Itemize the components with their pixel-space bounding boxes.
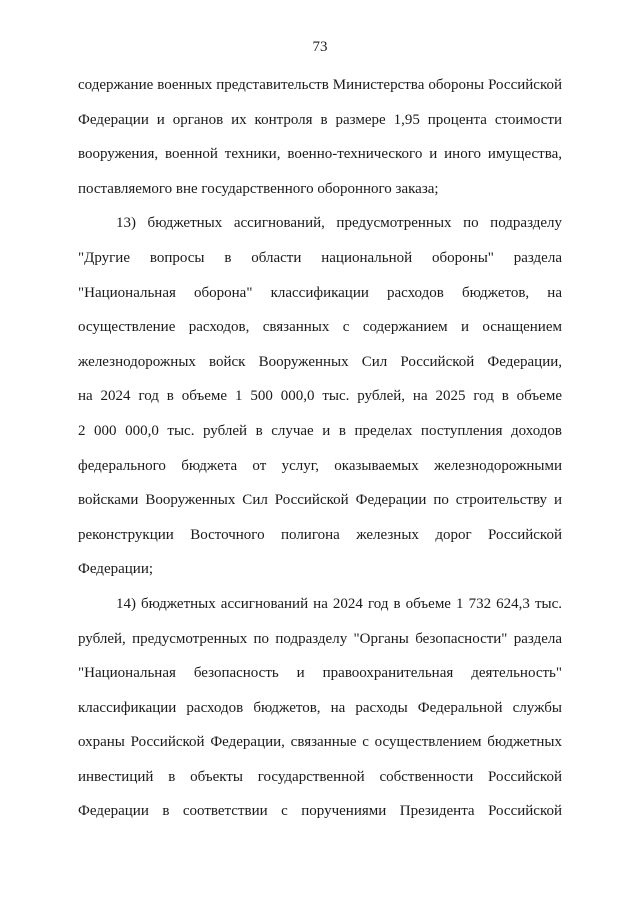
body-text [78,68,562,829]
page-number: 73 [312,39,328,55]
text-line: федерального бюджета от услуг, оказываемых железнодорожными [78,457,562,474]
text-line: охраны Российской Федерации, связанные с осуществлением бюджетных [78,734,562,751]
text-line: классификации расходов бюджетов, на расходы Федеральной службы [78,699,562,716]
text-line: Федерации и органов их контроля в размере 1,95 процента стоимости [78,111,562,128]
text-line: "Другие вопросы в области национальной обороны" раздела [78,249,562,266]
text-line: Федерации; [78,561,154,578]
text-line: реконструкции Восточного полигона железных дорог Российской [78,526,562,543]
text-line: содержание военных представительств Министерства обороны Российской [78,77,562,93]
text-line: 14) бюджетных ассигнований на 2024 год в объеме 1 732 624,3 тыс. [116,595,562,612]
text-line: "Национальная безопасность и правоохранительная деятельность" [78,665,562,682]
text-line: 2 000 000,0 тыс. рублей в случае и в пределах поступления доходов [78,422,562,439]
text-line: Федерации в соответствии с поручениями Президента Российской [78,803,562,820]
text-line: войсками Вооруженных Сил Российской Федерации по строительству и [78,492,562,509]
text-line: инвестиций в объекты государственной собственности Российской [78,768,562,785]
text-line: осуществление расходов, связанных с содержанием и оснащением [78,319,562,336]
text-line: рублей, предусмотренных по подразделу "Органы безопасности" раздела [78,630,562,647]
text-line: вооружения, военной техники, военно-технического и иного имущества, [78,146,562,163]
text-line: "Национальная оборона" классификации расходов бюджетов, на [78,284,562,301]
text-line: железнодорожных войск Вооруженных Сил Российской Федерации, [78,353,562,370]
text-line: на 2024 год в объеме 1 500 000,0 тыс. рублей, на 2025 год в объеме [78,388,562,405]
text-line: 13) бюджетных ассигнований, предусмотренных по подразделу [116,215,562,232]
text-line: поставляемого вне государственного оборонного заказа; [78,180,439,197]
